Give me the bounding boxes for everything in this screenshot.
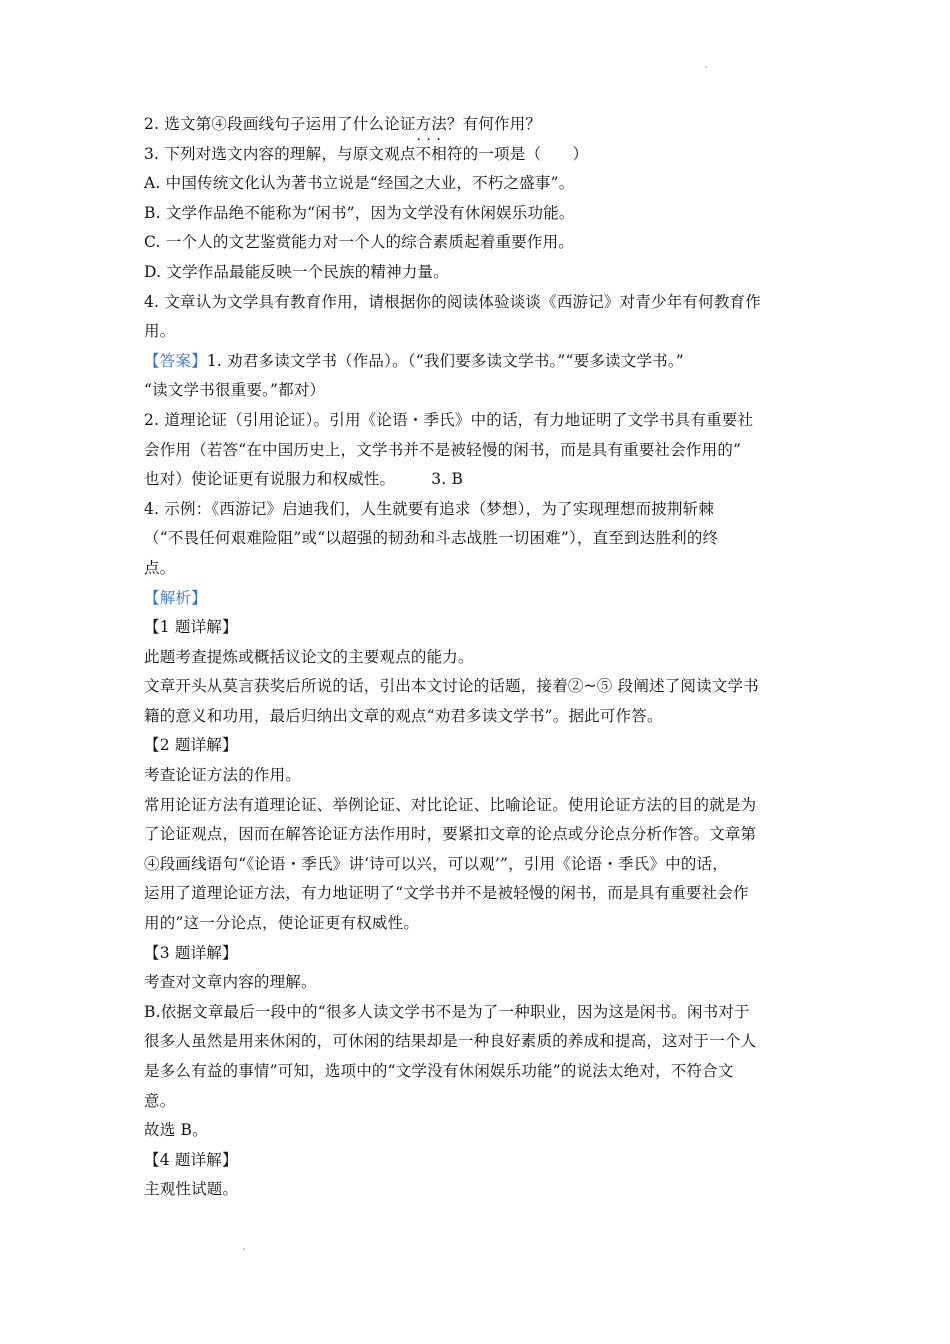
question-3: 3. 下列对选文内容的理解，与原文观点· · · 不相符的一项是（ ） (144, 140, 808, 170)
analysis-line: 文章开头从莫言获奖后所说的话，引出本文讨论的话题，接着②~⑤ 段阐述了阅读文学书 (144, 677, 759, 696)
answer-line: 也对）使论证更有说服力和权威性。 3. B (144, 470, 464, 489)
detail-heading: 【2 题详解】 (144, 736, 238, 755)
answer-3: 3. B (431, 470, 464, 489)
analysis-tag: 【解析】 (144, 588, 207, 607)
analysis-line: 是多么有益的事情”可知，选项中的“文学没有休闲娱乐功能”的说法太绝对，不符合文 (144, 1062, 734, 1080)
answer-line: “读文学书很重要。”都对） (144, 381, 326, 400)
option-b: B. 文学作品绝不能称为“闲书”，因为文学没有休闲娱乐功能。 (144, 203, 575, 222)
analysis-line: 此题考查提炼或概括议论文的主要观点的能力。 (144, 647, 474, 666)
detail-heading: 【4 题详解】 (144, 1150, 238, 1169)
answer-tag: 【答案】 (144, 351, 207, 370)
analysis-line: 主观性试题。 (144, 1180, 239, 1199)
answer-line: 2. 道理论证（引用论证）。引用《论语・季氏》中的话，有力地证明了文学书具有重要社 (144, 410, 754, 429)
answer-line: 4. 示例：《西游记》启迪我们，人生就要有追求（梦想），为了实现理想而披荆斩棘 (144, 499, 715, 518)
analysis-line: ④段画线语句“《论语・季氏》讲‘诗可以兴，可以观’”，引用《论语・季氏》中的话， (144, 854, 728, 873)
analysis-line: 常用论证方法有道理论证、举例论证、对比论证、比喻论证。使用论证方法的目的就是为 (144, 795, 757, 814)
analysis-line: 意。 (144, 1091, 176, 1110)
analysis-line: 了论证观点，因而在解答论证方法作用时，要紧扣文章的论点或分论点分析作答。文章第 (144, 825, 757, 844)
analysis-line: 用的”这一分论点，使论证更有权威性。 (144, 914, 420, 933)
detail-heading: 【3 题详解】 (144, 943, 238, 962)
analysis-line: 考查对文章内容的理解。 (144, 973, 317, 992)
question-2: 2. 选文第④段画线句子运用了什么论证方法？有何作用？ (144, 115, 542, 133)
question-4-line: 4. 文章认为文学具有教育作用，请根据你的阅读体验谈谈《西游记》对青少年有何教育作 (144, 292, 761, 311)
emphasized-text: · · · 不相符 (416, 140, 463, 170)
answer-line: 点。 (144, 558, 176, 577)
option-c: C. 一个人的文艺鉴赏能力对一个人的综合素质起着重要作用。 (144, 233, 574, 252)
analysis-line: B.依据文章最后一段中的“很多人读文学书不是为了一种职业，因为这是闲书。闲书对于 (144, 1002, 750, 1021)
answer-line: 会作用（若答“在中国历史上，文学书并不是被轻慢的闲书，而是具有重要社会作用的” (144, 440, 742, 459)
option-a: A. 中国传统文化认为著书立说是“经国之大业，不朽之盛事”。 (144, 174, 575, 193)
analysis-line: 籍的意义和功用，最后归纳出文章的观点“劝君多读文学书”。据此可作答。 (144, 706, 663, 725)
document-body (144, 110, 808, 1205)
page-mark (705, 66, 707, 68)
option-d: D. 文学作品最能反映一个民族的精神力量。 (144, 262, 449, 281)
detail-heading: 【1 题详解】 (144, 618, 238, 637)
answer-line: 【答案】1. 劝君多读文学书（作品）。（“我们要多读文学书。”“要多读文学书。” (144, 351, 684, 370)
analysis-line: 考查论证方法的作用。 (144, 766, 302, 785)
analysis-line: 故选 B。 (144, 1121, 208, 1140)
page-mark (243, 1248, 245, 1250)
question-4-line: 用。 (144, 322, 176, 341)
analysis-line: 运用了道理论证方法，有力地证明了“文学书并不是被轻慢的闲书，而是具有重要社会作 (144, 884, 749, 903)
analysis-line: 很多人虽然是用来休闲的，可休闲的结果却是一种良好素质的养成和提高，这对于一个人 (144, 1032, 757, 1051)
answer-line: （“不畏任何艰难险阻”或“以超强的韧劲和斗志战胜一切困难”），直至到达胜利的终 (144, 529, 719, 548)
